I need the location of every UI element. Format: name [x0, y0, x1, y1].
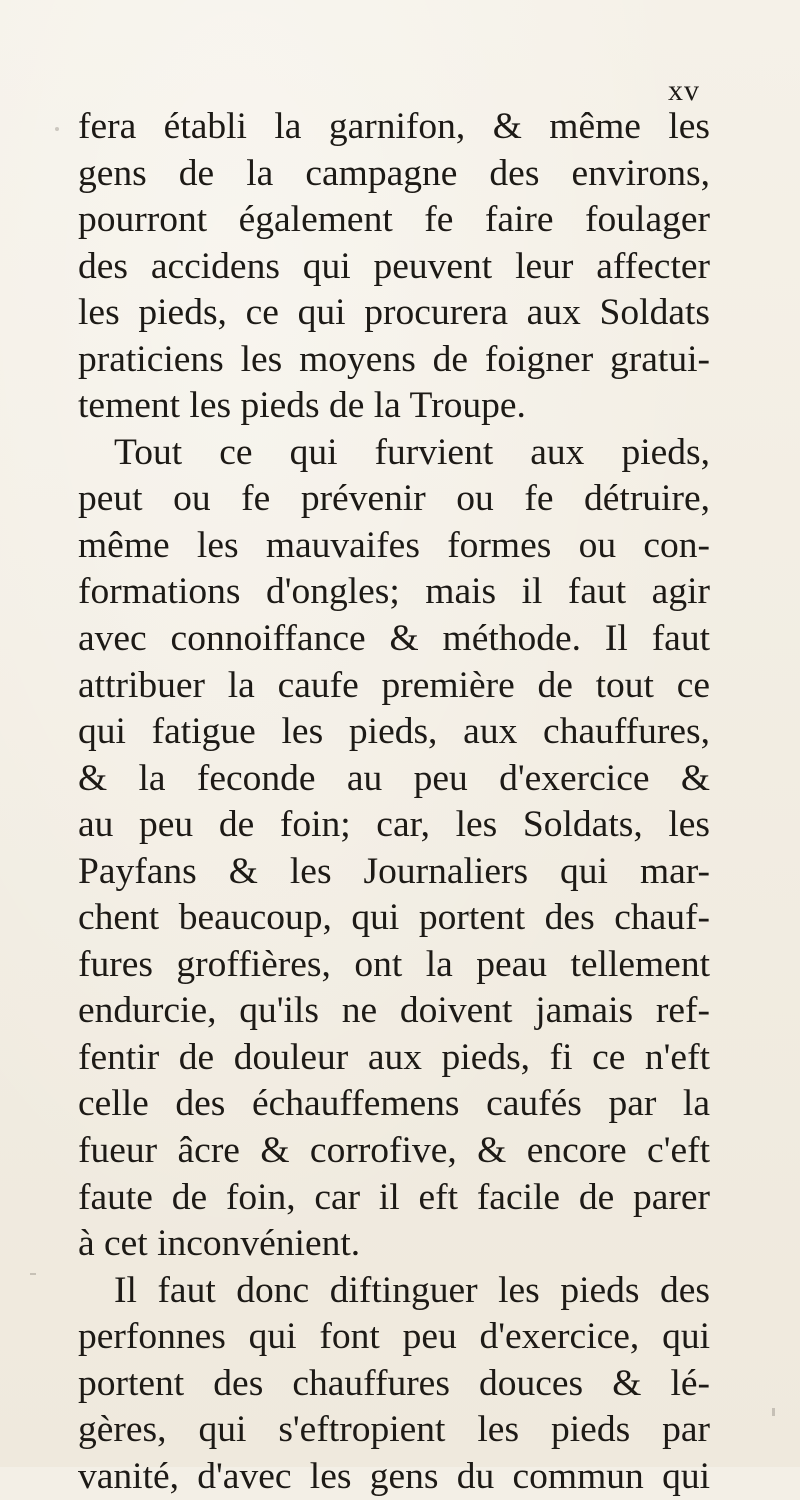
text-line: à cet inconvénient.	[78, 1223, 361, 1265]
paper-speck	[772, 1408, 775, 1416]
page-number: xv	[668, 74, 700, 107]
text-line: vanité, d'avec les gens du commun qui	[78, 1455, 710, 1497]
text-line: perfonnes qui font peu d'exercice, qui	[78, 1316, 710, 1358]
text-line: portent des chauffures douces & lé-	[78, 1362, 710, 1404]
text-line: tement les pieds de la Troupe.	[78, 385, 526, 427]
text-line: pourront également fe faire foulager	[78, 199, 710, 241]
body-text	[78, 104, 710, 1500]
text-line: & la feconde au peu d'exercice &	[78, 757, 710, 799]
text-line: faute de foin, car il eft facile de parer	[78, 1176, 710, 1218]
text-line: les pieds, ce qui procurera aux Soldats	[78, 292, 710, 334]
text-line: au peu de foin; car, les Soldats, les	[78, 804, 710, 846]
text-line: gens de la campagne des environs,	[78, 152, 710, 194]
paper-speck	[30, 1273, 36, 1275]
paper-speck	[55, 127, 59, 131]
text-line: fera établi la garnifon, & même les	[78, 106, 710, 147]
text-line: gères, qui s'eftropient les pieds par	[78, 1409, 710, 1451]
text-line: des accidens qui peuvent leur affecter	[78, 245, 710, 287]
text-line: Il faut donc diftinguer les pieds des	[114, 1269, 710, 1311]
text-line: endurcie, qu'ils ne doivent jamais ref-	[78, 990, 710, 1032]
text-line: formations d'ongles; mais il faut agir	[78, 571, 710, 613]
text-line: Tout ce qui furvient aux pieds,	[114, 431, 710, 473]
text-line: fures groffières, ont la peau tellement	[78, 943, 710, 985]
text-line: attribuer la caufe première de tout ce	[78, 664, 710, 706]
text-line: même les mauvaifes formes ou con-	[78, 524, 710, 566]
text-line: praticiens les moyens de foigner gratui-	[78, 338, 710, 380]
text-line: avec connoiffance & méthode. Il faut	[78, 618, 710, 660]
text-line: fentir de douleur aux pieds, fi ce n'eft	[78, 1036, 710, 1078]
text-line: peut ou fe prévenir ou fe détruire,	[78, 478, 710, 520]
text-line: chent beaucoup, qui portent des chauf-	[78, 897, 710, 939]
text-line: celle des échauffemens caufés par la	[78, 1083, 710, 1125]
text-line: qui fatigue les pieds, aux chauffures,	[78, 711, 710, 753]
text-line: fueur âcre & corrofive, & encore c'eft	[78, 1130, 710, 1172]
text-line: Payfans & les Journaliers qui mar-	[78, 850, 710, 892]
